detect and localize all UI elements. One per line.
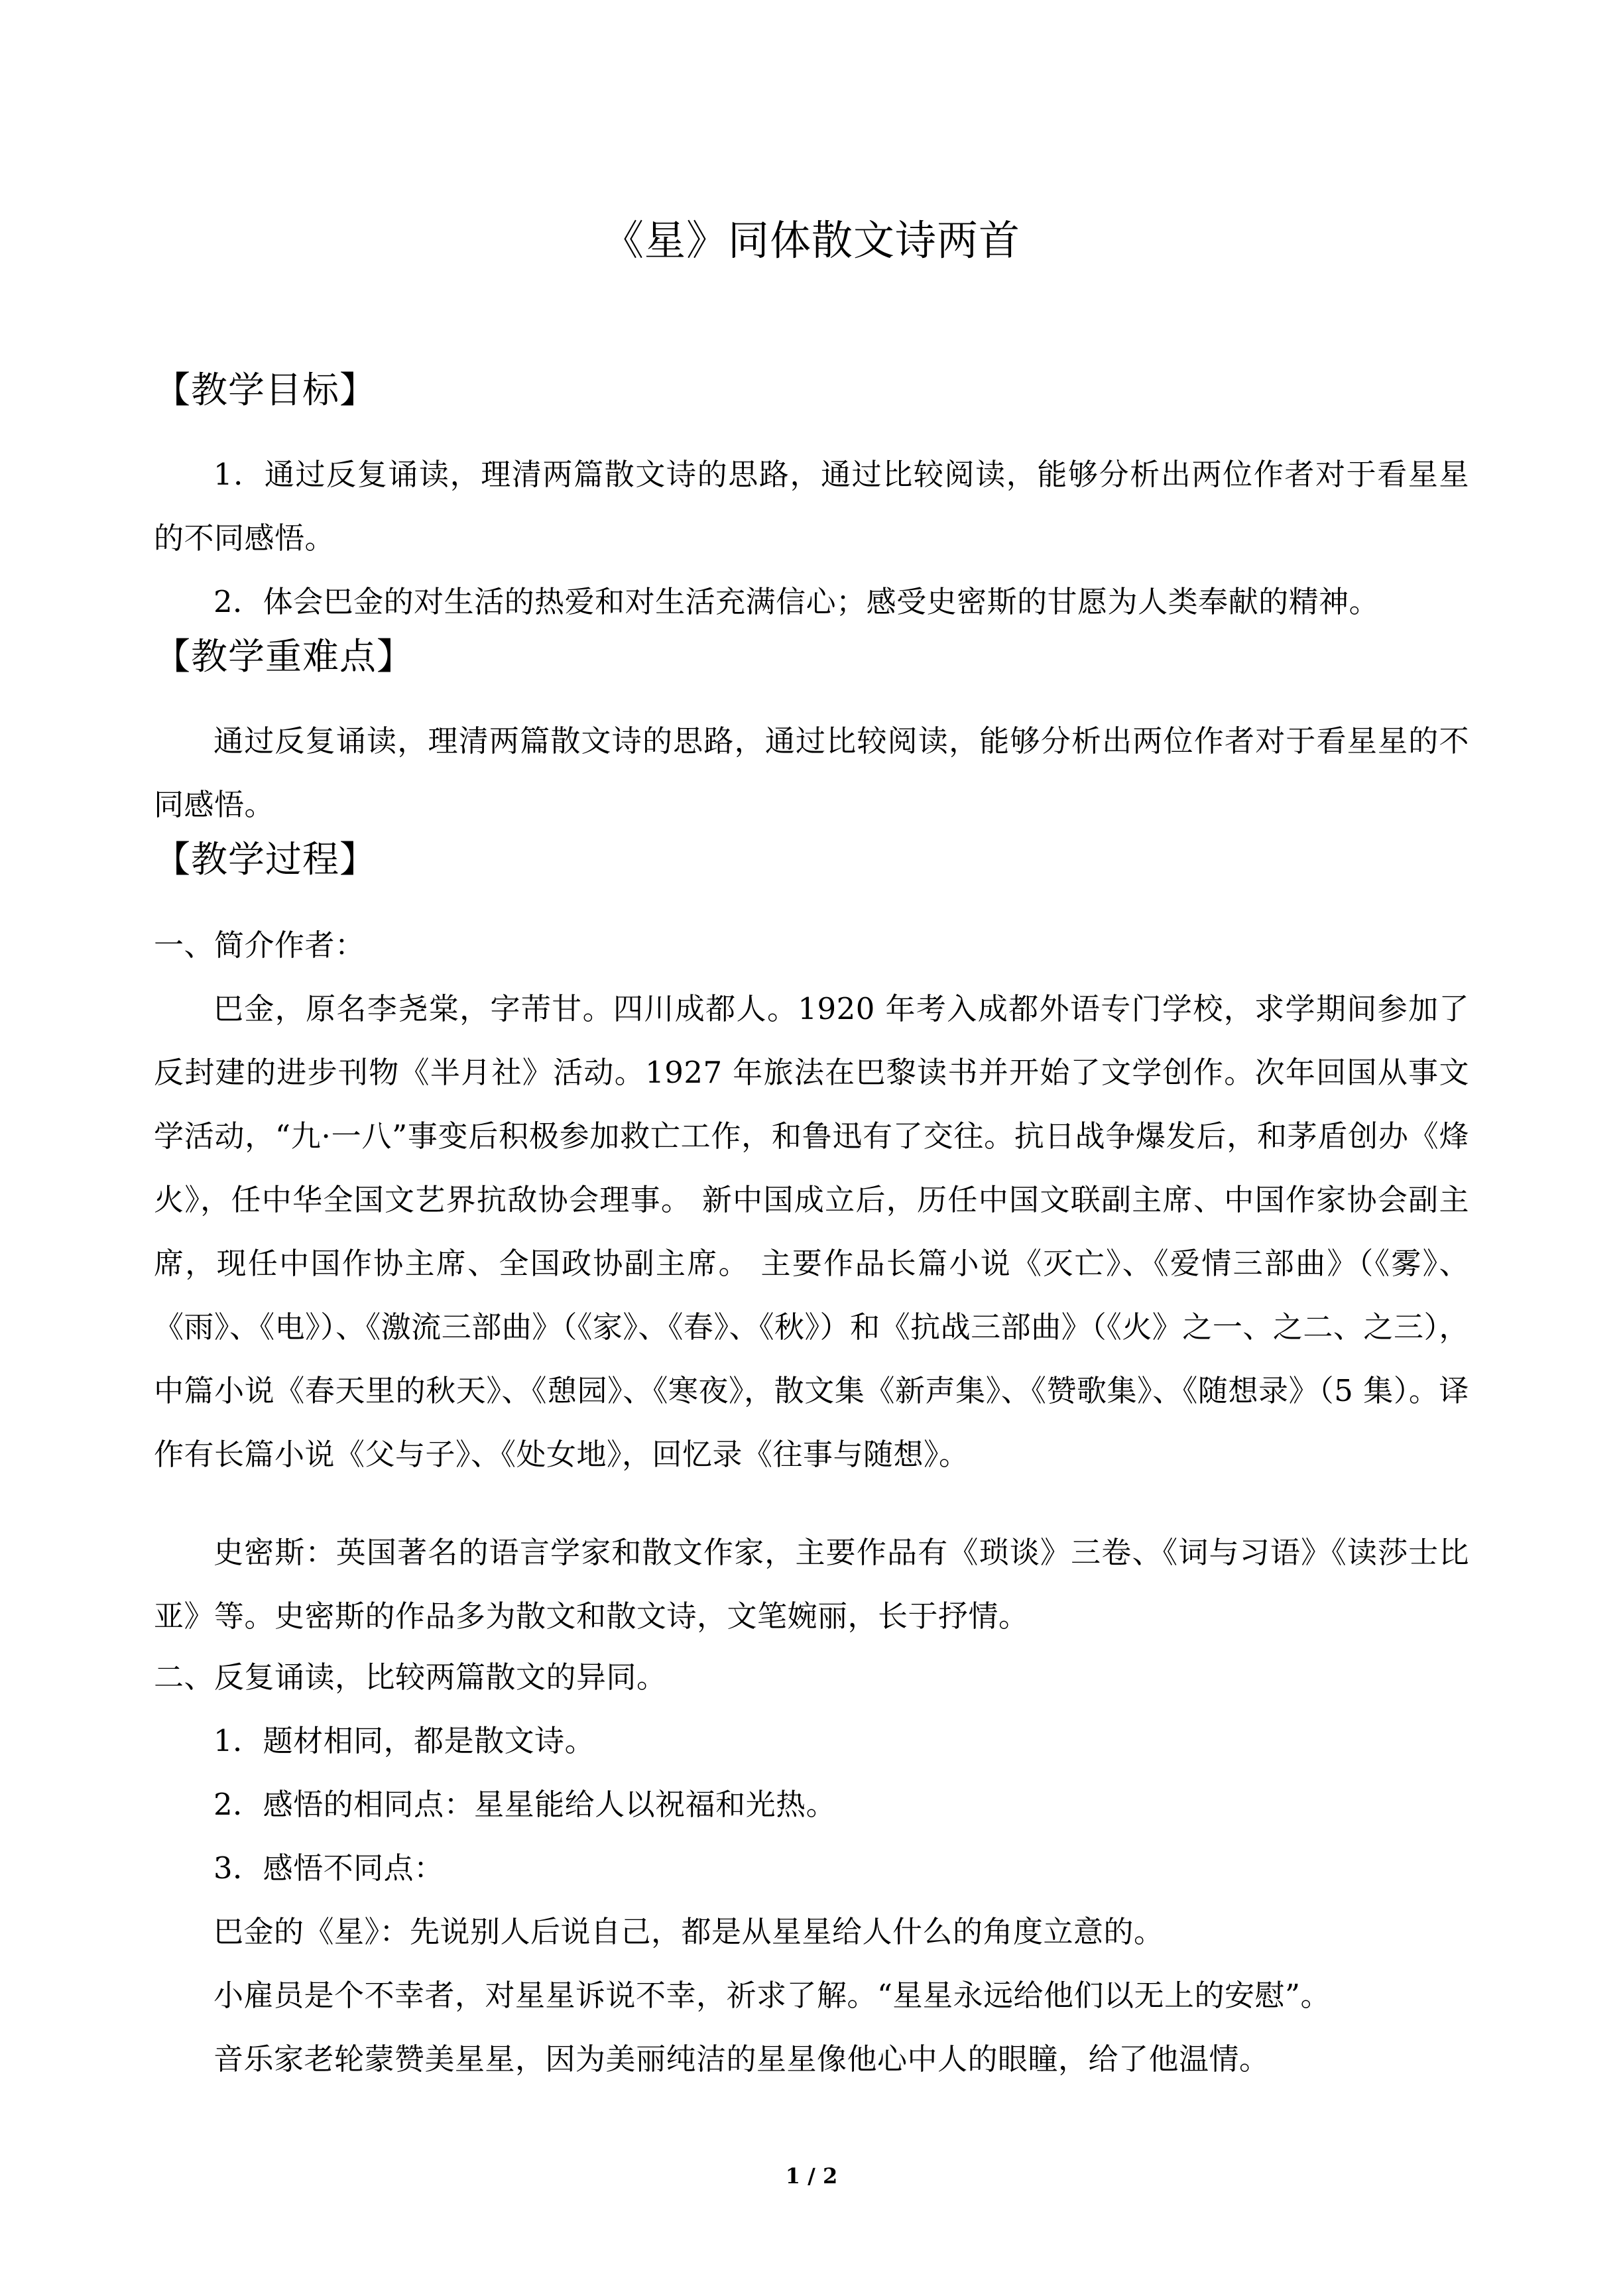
document-title: 《星》同体散文诗两首 xyxy=(602,216,1020,265)
section-heading-objectives: 【教学目标】 xyxy=(154,369,377,411)
key-points-text: 通过反复诵读，理清两篇散文诗的思路，通过比较阅读，能够分析出两位作者对于看星星的不同感悟。 xyxy=(154,723,1469,822)
comparison-point-3: 3．感悟不同点： xyxy=(213,1850,444,1886)
section-heading-key-points: 【教学重难点】 xyxy=(154,635,414,678)
employee-analysis: 小雇员是个不幸者，对星星诉说不幸，祈求了解。“星星永远给他们以无上的安慰”。 xyxy=(213,1978,1331,2013)
author-bajin-intro: 巴金，原名李尧棠，字芾甘。四川成都人。1920 年考入成都外语专门学校，求学期间参加了反封建的进步刊物《半月社》活动。1927 年旅法在巴黎读书并开始了文学创作。次年回国从事文学活动，“九·一八”事变后积极参加救亡工作，和鲁迅有了交往。抗日战争爆发后，和茅盾创办《烽火》，任中华全国文艺界抗敌协会理事。 新中国成立后，历任中国文联副主席、中国作家协会副主席，现任中国作协主席、全国政协副主席。 主要作品长篇小说《灭亡》、《爱情三部曲》（《雾》、《雨》、《电》）、《激流三部曲》（《家》、《春》、《秋》）和《抗战三部曲》（《火》之一、之二、之三），中篇小说《春天里的秋天》、《憩园》、《寒夜》，散文集《新声集》、《赞歌集》、《随想录》（5 集）。译作有长篇小说《父与子》、《处女地》，回忆录《往事与随想》。 xyxy=(154,991,1469,1472)
musician-analysis: 音乐家老轮蒙赞美星星，因为美丽纯洁的星星像他心中人的眼瞳，给了他温情。 xyxy=(213,2041,1270,2077)
process-part2-title: 二、反复诵读，比较两篇散文的异同。 xyxy=(154,1660,667,1695)
comparison-point-1: 1．题材相同，都是散文诗。 xyxy=(213,1723,595,1758)
bajin-star-analysis: 巴金的《星》：先说别人后说自己，都是从星星给人什么的角度立意的。 xyxy=(213,1914,1164,1949)
section-heading-process: 【教学过程】 xyxy=(154,838,377,880)
objective-item-2: 2．体会巴金的对生活的热爱和对生活充满信心；感受史密斯的甘愿为人类奉献的精神。 xyxy=(213,584,1380,619)
page-number: 1 / 2 xyxy=(785,2163,838,2189)
objective-item-1: 1．通过反复诵读，理清两篇散文诗的思路，通过比较阅读，能够分析出两位作者对于看星星的不同感悟。 xyxy=(154,457,1469,556)
comparison-point-2: 2．感悟的相同点：星星能给人以祝福和光热。 xyxy=(213,1787,837,1822)
author-smith-intro: 史密斯：英国著名的语言学家和散文作家，主要作品有《琐谈》三卷、《词与习语》《读莎士比亚》等。史密斯的作品多为散文和散文诗，文笔婉丽，长于抒情。 xyxy=(154,1535,1469,1634)
process-part1-title: 一、简介作者： xyxy=(154,928,365,963)
